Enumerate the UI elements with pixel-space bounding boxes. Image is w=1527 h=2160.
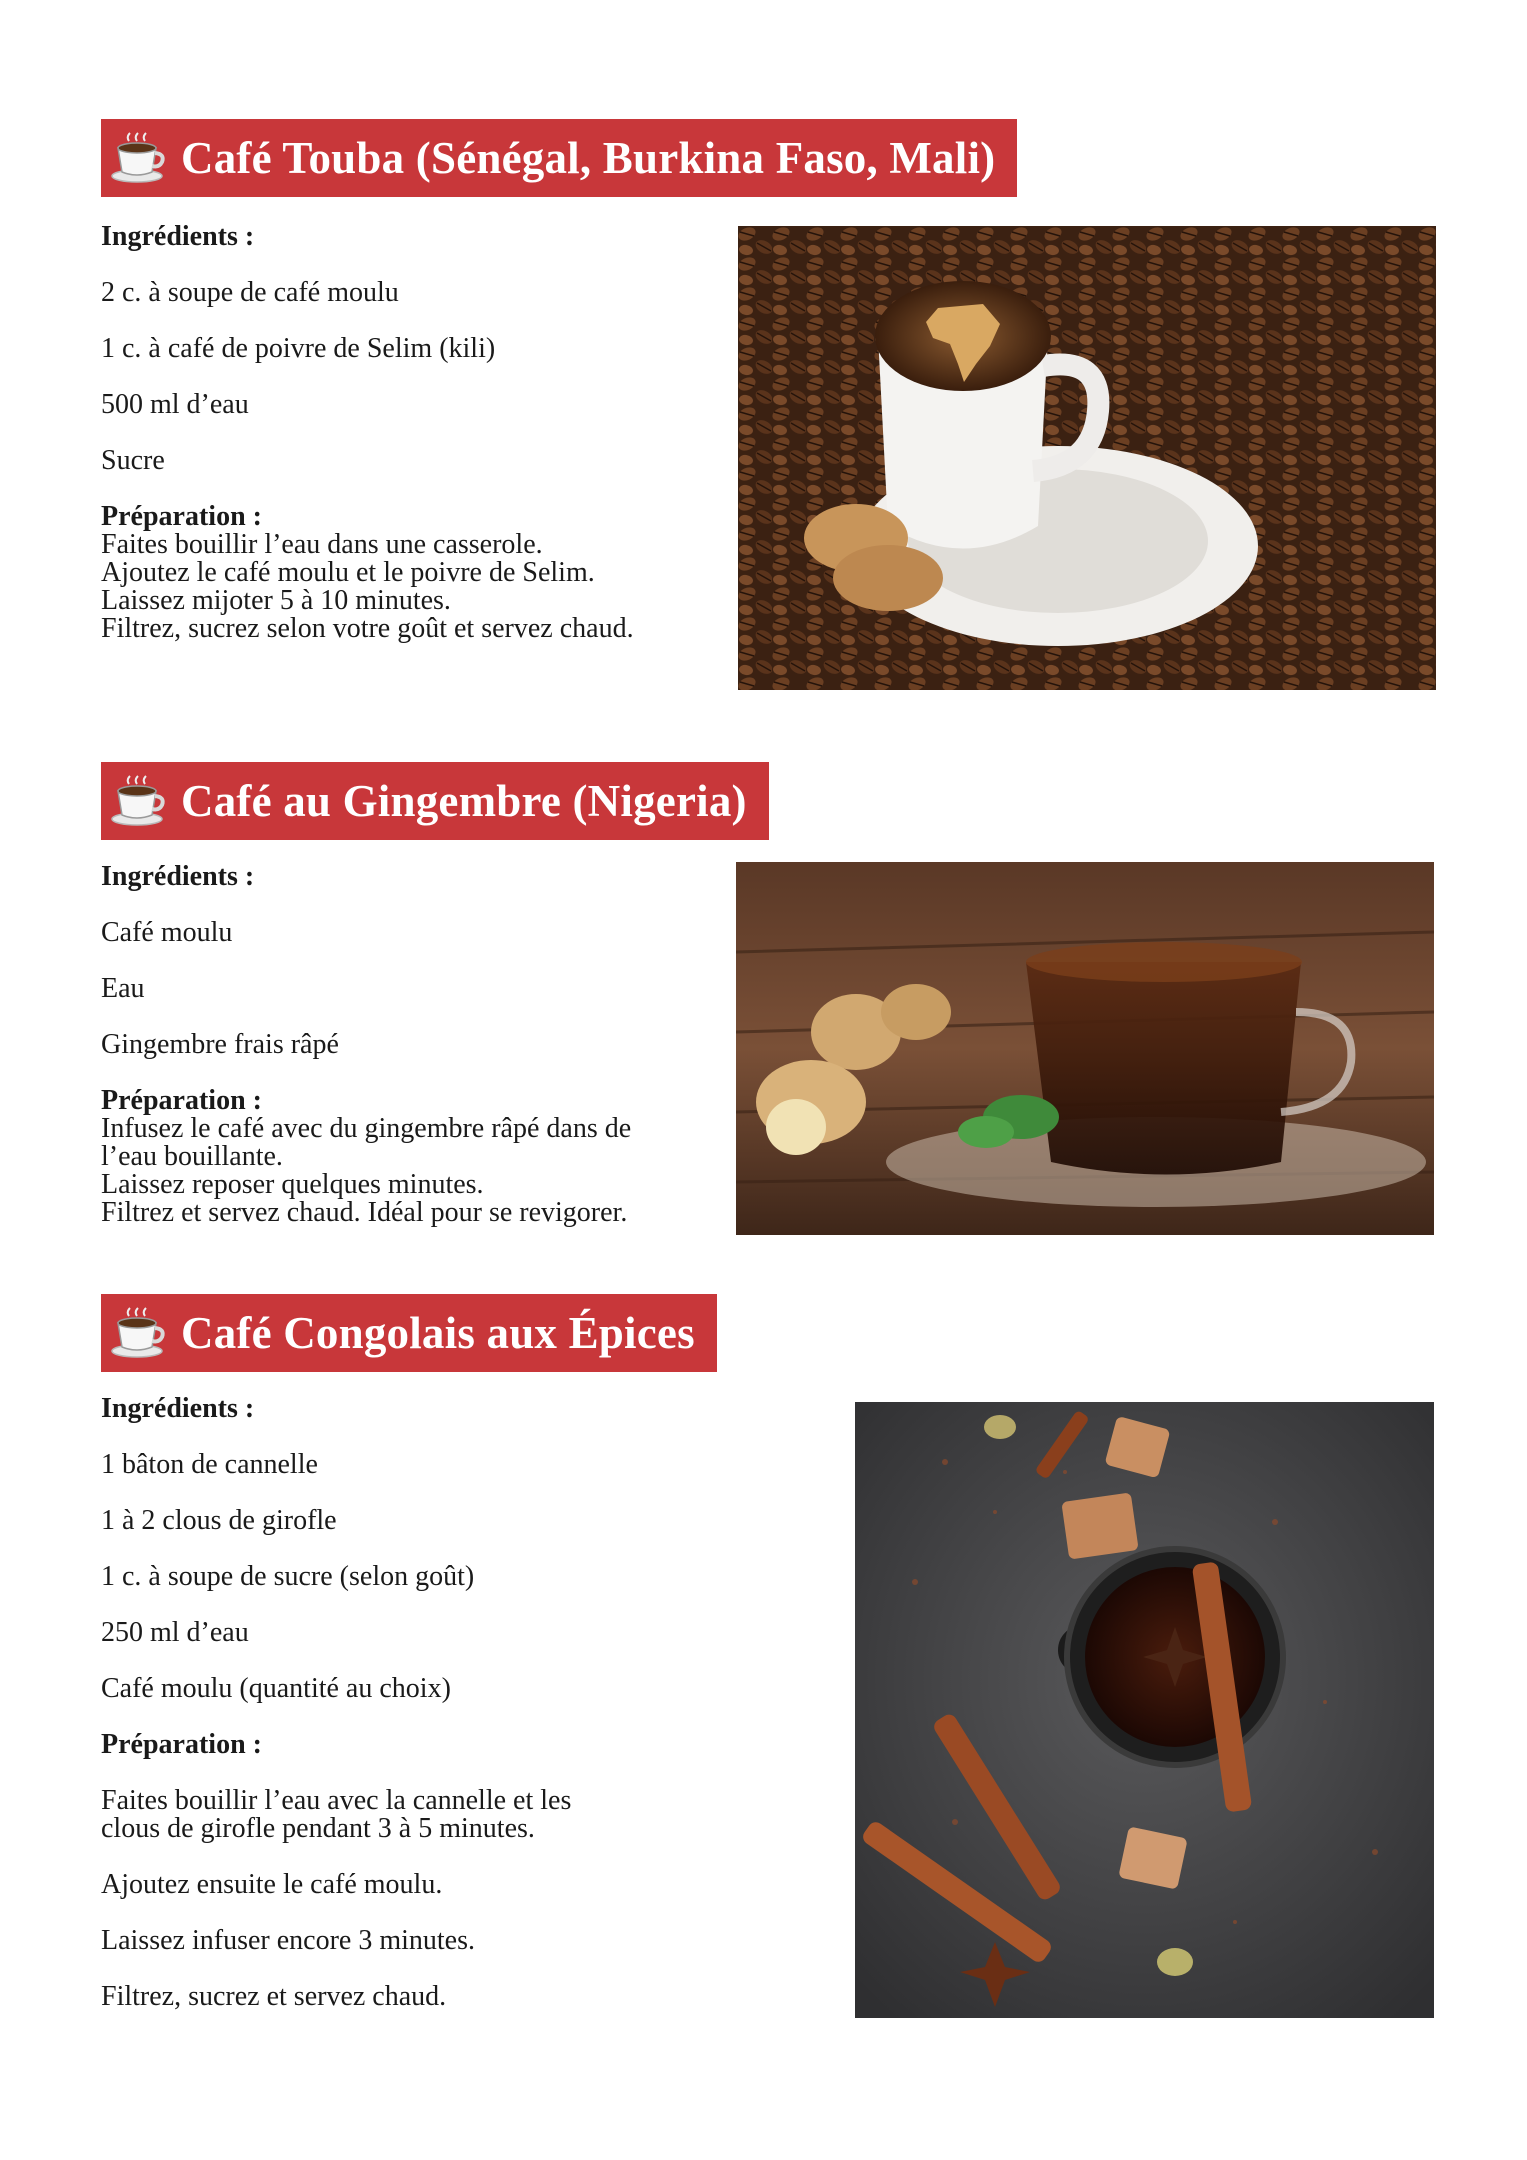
ingredient-item: 1 c. à soupe de sucre (selon goût)	[101, 1561, 475, 1592]
preparation-step: Infusez le café avec du gingembre râpé dans de	[101, 1113, 632, 1144]
ingredient-item: Café moulu (quantité au choix)	[101, 1673, 451, 1704]
recipe-title-banner-congolais	[101, 1294, 717, 1372]
preparation-step: Faites bouillir l’eau dans une casserole.	[101, 529, 543, 560]
recipe-title-banner-touba	[101, 119, 1017, 197]
ingredient-item: 1 bâton de cannelle	[101, 1449, 318, 1480]
preparation-step: Laissez reposer quelques minutes.	[101, 1169, 484, 1200]
ingredient-item: 2 c. à soupe de café moulu	[101, 277, 399, 308]
preparation-label: Préparation :	[101, 1729, 262, 1760]
preparation-step: clous de girofle pendant 3 à 5 minutes.	[101, 1813, 535, 1844]
preparation-step: Filtrez, sucrez et servez chaud.	[101, 1981, 447, 2012]
ingredient-item: Eau	[101, 973, 145, 1004]
ingredient-item: 250 ml d’eau	[101, 1617, 249, 1648]
preparation-step: Laissez mijoter 5 à 10 minutes.	[101, 585, 451, 616]
ingredients-label: Ingrédients :	[101, 861, 255, 892]
recipe-text-touba	[101, 223, 634, 643]
ingredient-item: Sucre	[101, 445, 165, 476]
coffee-cup-icon	[111, 775, 167, 827]
preparation-step: Ajoutez le café moulu et le poivre de Selim.	[101, 557, 595, 588]
photo-spiced-coffee-mug	[855, 1402, 1434, 2018]
ingredient-item: Café moulu	[101, 917, 233, 948]
recipe-title-banner-gingembre	[101, 762, 769, 840]
coffee-cup-icon	[111, 132, 167, 184]
preparation-label: Préparation :	[101, 501, 262, 532]
recipe-title: Café Congolais aux Épices	[181, 1308, 695, 1358]
ingredient-item: 1 c. à café de poivre de Selim (kili)	[101, 333, 496, 364]
recipe-title: Café au Gingembre (Nigeria)	[181, 776, 747, 826]
ingredient-item: Gingembre frais râpé	[101, 1029, 339, 1060]
ingredient-item: 500 ml d’eau	[101, 389, 249, 420]
preparation-step: Filtrez et servez chaud. Idéal pour se revigorer.	[101, 1197, 628, 1228]
preparation-step: l’eau bouillante.	[101, 1141, 283, 1172]
preparation-step: Filtrez, sucrez selon votre goût et servez chaud.	[101, 613, 634, 644]
preparation-label: Préparation :	[101, 1085, 262, 1116]
recipe-title: Café Touba (Sénégal, Burkina Faso, Mali)	[181, 133, 996, 183]
photo-coffee-cup-on-beans	[738, 226, 1436, 690]
ingredients-label: Ingrédients :	[101, 221, 255, 252]
preparation-step: Laissez infuser encore 3 minutes.	[101, 1925, 475, 1956]
preparation-step: Faites bouillir l’eau avec la cannelle et les	[101, 1785, 572, 1816]
recipe-text-congolais	[101, 1395, 571, 2011]
recipe-text-gingembre	[101, 863, 631, 1227]
coffee-cup-icon	[111, 1307, 167, 1359]
ingredient-item: 1 à 2 clous de girofle	[101, 1505, 337, 1536]
ingredients-label: Ingrédients :	[101, 1393, 255, 1424]
preparation-step: Ajoutez ensuite le café moulu.	[101, 1869, 443, 1900]
photo-ginger-tea-cup	[736, 862, 1434, 1235]
